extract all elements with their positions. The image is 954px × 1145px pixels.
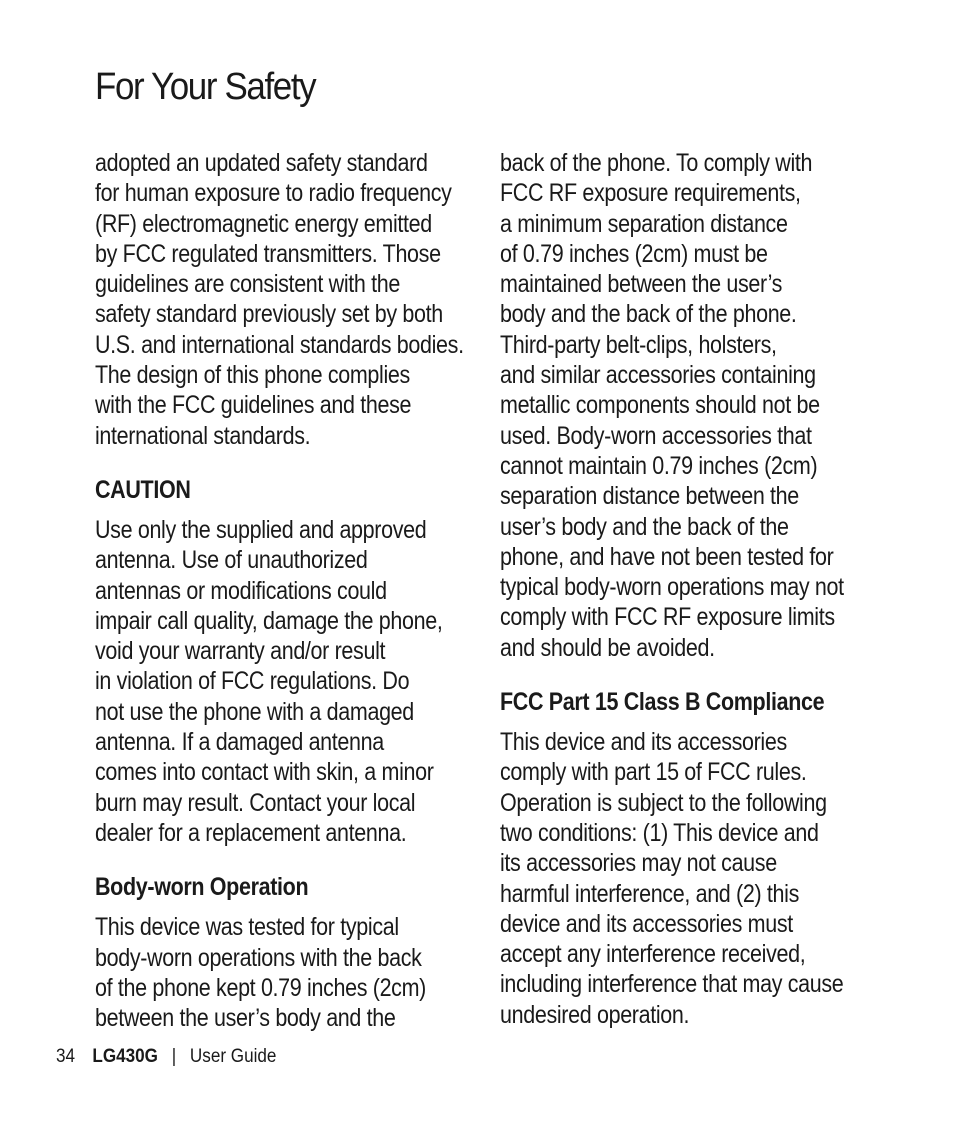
text-line: antenna. Use of unauthorized xyxy=(95,546,368,575)
model-name: LG430G xyxy=(92,1046,158,1067)
fcc-compliance-heading: FCC Part 15 Class B Compliance xyxy=(500,688,825,717)
fcc-compliance-paragraph xyxy=(500,727,900,1030)
text-line: The design of this phone complies xyxy=(95,361,410,390)
text-line: U.S. and international standards bodies. xyxy=(95,330,464,359)
text-line: in violation of FCC regulations. Do xyxy=(95,667,410,696)
intro-paragraph xyxy=(95,148,495,451)
text-line: This device was tested for typical xyxy=(95,913,399,942)
guide-label: User Guide xyxy=(189,1046,277,1067)
text-line: guidelines are consistent with the xyxy=(95,270,401,299)
text-line: typical body-worn operations may not xyxy=(500,573,844,602)
text-line: maintained between the user’s xyxy=(500,270,783,299)
text-line: two conditions: (1) This device and xyxy=(500,818,819,847)
text-line: Use only the supplied and approved xyxy=(95,515,427,544)
text-line: impair call quality, damage the phone, xyxy=(95,606,443,635)
text-line: used. Body-worn accessories that xyxy=(500,421,812,450)
text-line: Third-party belt-clips, holsters, xyxy=(500,330,777,359)
text-line: comply with FCC RF exposure limits xyxy=(500,603,835,632)
text-line: including interference that may cause xyxy=(500,970,844,999)
page-number: 34 xyxy=(56,1046,76,1067)
body-worn-paragraph xyxy=(95,912,495,1033)
body-worn-heading: Body-worn Operation xyxy=(95,873,309,902)
text-line: a minimum separation distance xyxy=(500,209,788,238)
text-line: between the user’s body and the xyxy=(95,1004,396,1033)
text-line: back of the phone. To comply with xyxy=(500,149,813,177)
text-line: international standards. xyxy=(95,421,311,450)
text-line: metallic components should not be xyxy=(500,391,820,420)
page-title: For Your Safety xyxy=(95,66,316,108)
text-line: its accessories may not cause xyxy=(500,849,777,878)
text-line: adopted an updated safety standard xyxy=(95,149,428,177)
caution-heading: CAUTION xyxy=(95,475,191,504)
text-line: phone, and have not been tested for xyxy=(500,542,834,571)
text-line: accept any interference received, xyxy=(500,940,806,969)
text-line: antenna. If a damaged antenna xyxy=(95,728,384,757)
text-line: body-worn operations with the back xyxy=(95,943,422,972)
text-line: (RF) electromagnetic energy emitted xyxy=(95,209,432,238)
text-line: comply with part 15 of FCC rules. xyxy=(500,758,807,787)
left-column xyxy=(95,148,495,1033)
text-line: FCC RF exposure requirements, xyxy=(500,179,801,208)
right-column xyxy=(500,148,900,1030)
text-line: of the phone kept 0.79 inches (2cm) xyxy=(95,973,426,1002)
caution-paragraph xyxy=(95,515,495,848)
text-line: Operation is subject to the following xyxy=(500,788,827,817)
text-line: cannot maintain 0.79 inches (2cm) xyxy=(500,451,818,480)
text-line: comes into contact with skin, a minor xyxy=(95,758,434,787)
body-worn-continued-paragraph xyxy=(500,148,900,663)
text-line: This device and its accessories xyxy=(500,728,787,757)
text-line: harmful interference, and (2) this xyxy=(500,879,800,908)
text-line: separation distance between the xyxy=(500,482,799,511)
text-line: void your warranty and/or result xyxy=(95,637,386,666)
text-line: not use the phone with a damaged xyxy=(95,697,414,726)
text-line: device and its accessories must xyxy=(500,909,793,938)
text-line: and should be avoided. xyxy=(500,633,715,662)
text-line: safety standard previously set by both xyxy=(95,300,443,329)
text-line: user’s body and the back of the xyxy=(500,512,789,541)
text-line: undesired operation. xyxy=(500,1000,690,1029)
text-line: body and the back of the phone. xyxy=(500,300,797,329)
text-line: and similar accessories containing xyxy=(500,361,816,390)
page-footer xyxy=(56,1046,276,1068)
text-line: dealer for a replacement antenna. xyxy=(95,818,407,847)
text-line: with the FCC guidelines and these xyxy=(95,391,412,420)
text-line: antennas or modifications could xyxy=(95,576,387,605)
text-line: of 0.79 inches (2cm) must be xyxy=(500,239,768,268)
text-line: by FCC regulated transmitters. Those xyxy=(95,239,441,268)
text-line: burn may result. Contact your local xyxy=(95,788,416,817)
text-line: for human exposure to radio frequency xyxy=(95,179,452,208)
footer-separator: | xyxy=(171,1046,177,1067)
